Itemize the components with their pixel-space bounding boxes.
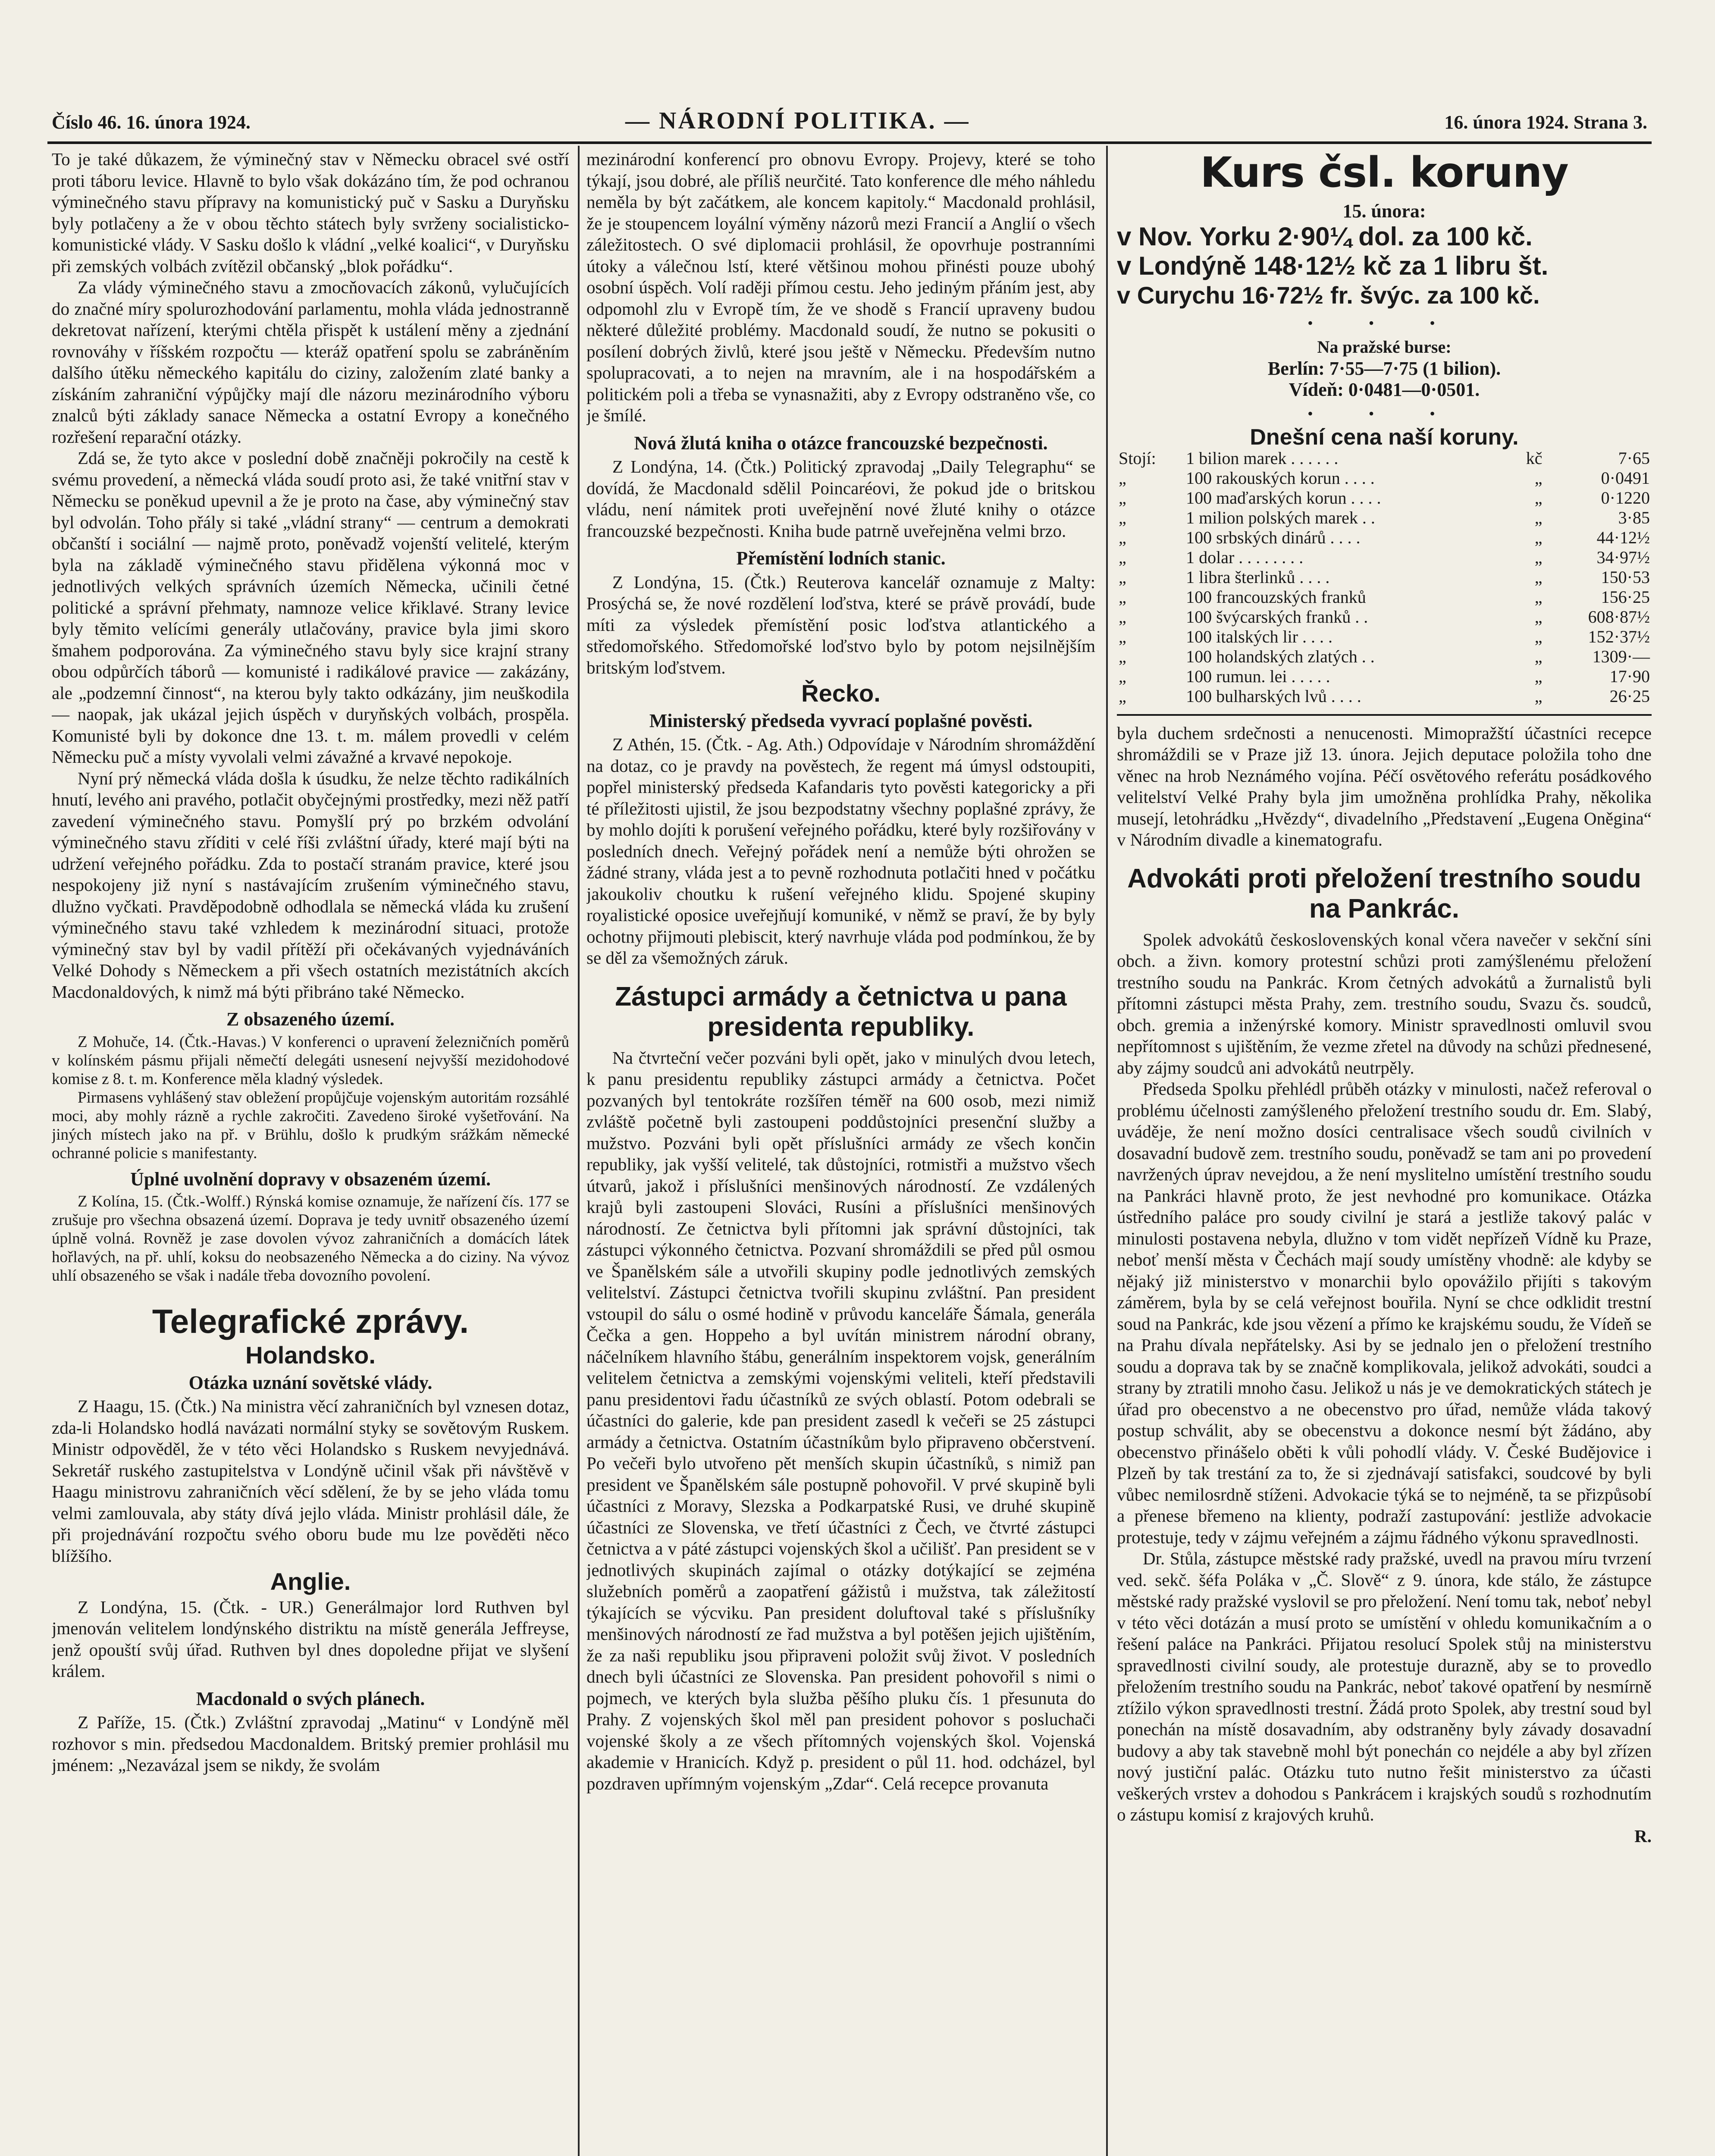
section-heading: Úplné uvolnění dopravy v obsazeném území.	[130, 1168, 491, 1190]
masthead: — NÁRODNÍ POLITIKA. —	[625, 107, 970, 134]
exchange-rate-date: 15. února:	[1342, 201, 1426, 222]
rate-row	[1117, 567, 1652, 587]
rate-prefix: „	[1119, 508, 1126, 527]
column-divider	[578, 146, 580, 2156]
rate-currency: 1 bilion marek . . . . . .	[1186, 448, 1339, 468]
rate-value: 3·85	[1618, 508, 1650, 527]
rate-currency: 1 libra šterlinků . . . .	[1186, 567, 1330, 587]
rate-row	[1117, 607, 1652, 627]
article-paragraph: Zdá se, že tyto akce v poslední době značněji pokročily na cestě k svému provedení, a německá vláda soudí proto asi, že také vnitřní stav v Německu se poněkud upevnil a že je proto na čase, aby výminečný stav byl odvolán. Toho přály si také „vládní strany“ — centrum a demokrati občanští i sociální — najmě proto, poněvadž vojenští velitelé, kterým byla na základě výminečného stavu přidělena výkonná moc v jednotlivých velkých správních územích Německa, učinili četné politické a správní přehmaty, namnoze velice křiklavé. Strany levice byly těmito velícími generály utlačovány, pravice byla jimi skoro šmahem podporována. Za výminečného stavu byly sice krajní strany obou odpůrčích táborů — komunisté i radikálové pravice — zakázány, ale „podzemní činnost“, na kterou byly takto odkázány, jim neuškodila — naopak, jak ukázal jejich úspěch v duryňských volbách, prospěla. Komunisté byli by dokonce dne 13. t. m. málem provedli v celém Německu puč a místy vyvolali velmi závažné a krvavé nepokoje.	[52, 448, 569, 767]
article-title: Zástupci armády a četnictva u pana presidenta republiky.	[615, 981, 1067, 1042]
news-item: Z Paříže, 15. (Čtk.) Zvláštní zpravodaj „Matinu“ v Londýně měl rozhovor s min. předsedou Macdonaldem. Britský premier prohlásil mu jménem: „Nezavázal jsem se nikdy, že svolám	[52, 1712, 569, 1775]
news-item: Z Londýna, 15. (Čtk.) Reuterova kancelář oznamuje z Malty: Prosýchá se, že nové rozdělení loďstva, které se právě provádí, bude míti za výsledek přemístění posic loďstva atlantického a středomořského. Středomořské loďstvo bylo by potom nejsilnějším britským loďstvem.	[586, 572, 1095, 677]
rate-row	[1117, 548, 1652, 567]
rate-currency: 100 maďarských korun . . . .	[1186, 488, 1381, 508]
rate-prefix: „	[1119, 587, 1126, 607]
article-paragraph: Dr. Stůla, zástupce městské rady pražské, uvedl na pravou míru tvrzení ved. sekč. šéfa Poláka v „Č. Slově“ z 9. února, kde stálo, že zástupce městské rady pražské vyslovil se pro přeložení. Není tomu tak, neboť nebyl v této věci dotázán a musí proto se umístění v ohledu komunikačním a o řešení paláce na Pankráci. Přijatou resolucí Spolek stůj na ministerstvu spravedlnosti civilní soudy, ale protestuje durazně, aby se to provedlo přeložením trestního soudu na Pankrác, neboť takové opatření by nesmírně ztížilo výkon spravedlnosti trestní. Žádá proto Spolek, aby trestní soud byl ponechán na místě dosavadním, aby odstraněny byly závady dosavadní budovy a aby tak stavebně mohl být ponechán co nejdéle a aby byl zřízen nový justiční palác. Otázku tuto nutno řešit ministerstvo za účasti veškerých vrstev a dohodou s Pankrácem i krajských soudů s rozhodnutím o zástupu komisí z krajových kruhů.	[1117, 1548, 1652, 1824]
rate-new-york: v Nov. Yorku 2·90¼ dol. za 100 kč.	[1117, 222, 1533, 251]
rate-value: 7·65	[1618, 448, 1650, 468]
article-paragraph: mezinárodní konferencí pro obnovu Evropy. Projevy, které se toho týkají, jsou dobré, ale příliš neurčité. Tato konference dle mého náhledu neměla by být začátkem, ale koncem kapitoly.“ Macdonald prohlásil, že je stoupencem loyální výměny názorů mezi Francií a Anglií o všech záležitostech. O své diplomacii prohlásil, že opovrhuje postranními útoky a válečnou lstí, které většinou mohou přinésti pouze ubohý osobní úspěch. Volí raději přímou cestu. Jeho jediným přáním jest, aby odpomohl zlu v Evropě tím, že ve shodě s Francií upraveny budou některé důležité problémy. Macdonald soudí, že nutno se pokusiti o posílení dobrých živlů, které jsou ještě v Německu. Především nutno spolupracovati, a to nejen na mravním, ale i na hospodářském a politickém poli a třeba se vynasnažiti, aby z Evropy odstraněno vše, co je šmílé.	[586, 149, 1095, 425]
page-header	[52, 107, 1647, 141]
news-item: Z Kolína, 15. (Čtk.-Wolff.) Rýnská komise oznamuje, že nařízení čís. 177 se zrušuje pro všechna obsazená území. Doprava je tedy uvnitř obsazeného území úplně volná. Rovněž je zase dovolen vývoz zahraničních a domácích látek hořlavých, na př. uhlí, koksu do neobsazeného Německa a do ciziny. Na vývoz uhlí obsazeného se však i nadále třeba dovozního povolení.	[52, 1193, 569, 1285]
rate-row	[1117, 528, 1652, 548]
rate-unit: kč	[1526, 448, 1543, 468]
news-item: Z Londýna, 15. (Čtk. - UR.) Generálmajor lord Ruthven byl jmenován velitelem londýnského distriktu na místě generála Jeffreyse, jenž opouští svůj úřad. Ruthven byl dnes dopoledne přijat ve slyšení králem.	[52, 1597, 569, 1681]
country-heading: Holandsko.	[245, 1341, 376, 1369]
separator-dots: • • •	[1307, 404, 1461, 422]
date-page-info: 16. února 1924. Strana 3.	[1444, 112, 1647, 133]
rate-currency: 100 rumun. lei . . . . .	[1186, 666, 1330, 686]
article-paragraph: byla duchem srdečnosti a nenucenosti. Mimopražští účastníci recepce shromáždili se v Praze již 13. února. Jejich deputace položila toho dne věnec na hrob Neznámého vojína. Péčí osvětového referátu posádkového velitelství Velké Prahy byla jim umožněna prohlídka Prahy, několika musejí, letohrádku „Hvězdy“, divadelního „Představení „Eugena Oněgina“ v Národním divadle a kinematografu.	[1117, 723, 1652, 849]
rate-currency: 1 milion polských marek . .	[1186, 508, 1375, 527]
rate-currency: 1 dolar . . . . . . . .	[1186, 547, 1304, 567]
news-item: Z Haagu, 15. (Čtk.) Na ministra věcí zahraničních byl vznesen dotaz, zda-li Holandsko hodlá navázati normální styky se sovětovým Ruskem. Ministr odpověděl, že v této věci Holandsko s Ruskem nevyjednává. Sekretář ruského zastupitelstva v Londýně učinil však při návštěvě v Haagu ministrovu zahraničních věcí sdělení, že by se jeho vláda tomu velmi zamlouvala, aby státy dívá jejlo vláda. Ministr prohlásil dále, že při projednávání rozpočtu svého oboru bude mu lze pověděti něco blížšího.	[52, 1396, 569, 1566]
exchange-rate-title: Kurs čsl. koruny	[1200, 149, 1568, 197]
news-item: Pirmasens vyhlášený stav obležení propůjčuje vojenským autoritám rozsáhlé moci, aby mohly rázně a rychle zakročiti. Zavedeno široké vyšetřování. Na jiných místech jako na př. v Brühlu, došlo k prudkým srážkám německé ochranné policie s manifestanty.	[52, 1088, 569, 1162]
rate-berlin: Berlín: 7·55—7·75 (1 bilion).	[1267, 357, 1501, 379]
rate-currency: 100 švýcarských franků . .	[1186, 607, 1368, 627]
rate-currency: 100 rakouských korun . . . .	[1186, 468, 1375, 488]
rate-value: 34·97½	[1596, 547, 1650, 567]
section-title: Telegrafické zprávy.	[152, 1302, 469, 1340]
rate-unit: „	[1534, 468, 1543, 488]
news-heading: Macdonald o svých plánech.	[196, 1688, 425, 1709]
rate-prefix: „	[1119, 646, 1126, 666]
rate-unit: „	[1534, 508, 1543, 527]
rate-prefix: „	[1119, 686, 1126, 706]
column-3	[1117, 149, 1652, 2156]
article-paragraph: Spolek advokátů československých konal včera navečer v sekční síni obch. a živn. komory protestní schůzi proti zamýšlenému přeložení trestního soudu na Pankrác. Krom četných advokátů a žurnalistů byli přítomni zástupci města Prahy, zem. trestního soudu, Svazu čs. soudců, obch. gremia a inženýrské komory. Ministr spravedlnosti omluvil svou nepřítomnost s ujištěním, že vezme zřetel na důvody na schůzi přednesené, aby zájmy soudců ani advokátů neutrpěly.	[1117, 929, 1652, 1078]
rate-row	[1117, 448, 1652, 468]
rate-row	[1117, 488, 1652, 508]
article-paragraph: Na čtvrteční večer pozváni byli opět, jako v minulých dvou letech, k panu presidentu republiky zástupci armády a četnictva. Počet pozvaných byl tentokráte rozšířen téměř na 600 osob, mezi nimiž zvláště početně byli zastoupeni poddůstojníci presenční služby a mužstvo. Pozváni byli opět příslušníci armády ze všech končin republiky, jak vyšší velitelé, tak důstojníci, rotmistři a mužstvo všech útvarů, jakož i příslušníci menšinových národností. Ze vzdálených krajů byli zastoupeni Slováci, Rusíni a příslušníci menšinových národností. Ze četnictva byli přítomni jak správní důstojníci, tak zástupci výkonného četnictva. Pozvaní shromáždili se před půl osmou ve Španělském sále a utvořili skupiny podle jednotlivých zemských velitelství. Zástupci četnictva tvořili skupinu zvláštní. Pan president vstoupil do sálu o osmé hodině v průvodu kanceláře Šámala, generála Čečka a gen. Hoppeho a byl uvítán ministrem národní obrany, náčelníkem hlavního štábu, generálním inspektorem vojsk, generálním velitelem četnictva a zemskými vojenskými veliteli, kteří představili panu presidentovi řadu účastníků ze svých oblastí. Potom odebrali se účastníci do galerie, kde pan president zasedl k večeři se 25 zástupci armády a četnictva. Ostatním účastníkům bylo připraveno občerstvení. Po večeři bylo utvořeno pět menších skupin účastníků, s nimiž pan president ve Španělském sále postupně pohovořil. V prvé skupině byli účastníci z Moravy, Slezska a Podkarpatské Rusi, ve druhé skupině účastníci ze Slovenska, ve třetí účastníci z Čech, ve čtvrté zástupci četnictva a v páté zástupci vojenských škol a učilišť. Pan president se v jednotlivých skupinách zajímal o otázky dotýkající se zejména služebních poměrů a zaopatření gážistů i mužstva, tak záležitostí týkajících se výcviku. Pan president doluftoval také s příslušníky menšinových národností ze řad mužstva a byl potěšen jejich ujištěním, že za naši republiku jsou připraveni položit svůj život. V posledních dnech byli účastníci ze Slovenska. Pan president pohovořil s nimi o pojmech, ve kterých byla služba pěšího pluku čís. 1 přesunuta do Prahy. Z vojenských škol měl pan president pohovor s posluchači vojenské školy a ze všech přítomných vojenských škol. Vojenská akademie v Hranicích. Když p. president o půl 11. hod. odcházel, byl pozdraven upřímným vojenským „Zdar“. Celá recepce provanuta	[586, 1047, 1095, 1793]
rate-prefix: „	[1119, 488, 1126, 508]
rate-row	[1117, 587, 1652, 607]
rate-value: 0·0491	[1601, 468, 1650, 488]
rate-prefix: „	[1119, 547, 1126, 567]
separator-dots: • • •	[1307, 314, 1461, 332]
rate-unit: „	[1534, 587, 1543, 607]
rate-prefix: „	[1119, 666, 1126, 686]
news-item: Z Mohuče, 14. (Čtk.-Havas.) V konferenci o upravení železničních poměrů v kolínském pásmu přijali němečtí delegáti usnesení nejvyšší mezidohodové komise z 8. t. m. Konference měla kladný výsledek.	[52, 1033, 569, 1088]
article-paragraph: Předseda Spolku přehlédl průběh otázky v minulosti, načež referoval o problému účelnosti zamýšleného přeložení trestního soudu dr. Em. Slabý, uváděje, že není možno dosíci centralisace všech soudů civilních v dosavadní budově zem. trestního soudu, poněvadž se tam ani po provedení navržených úprav nevejdou, a že není myslitelno umístění trestního soudu na Pankráci hlavně proto, že jest nevhodné pro komunikace. Otázka ústředního paláce pro soudy civilní je stará a jestliže takový palác v minulosti postavena nebyla, dlužno v tom vidět nepřízeň Vídně ku Praze, neboť menší města v Čechách mají soudy umístěny vhodně: ale kdyby se nějaký již ministerstvo v monarchii bylo opovážilo přijíti s takovým záměrem, byla by se celá veřejnost bouřila. Nyní se chce odklidit trestní soud na Pankrác, kde jsou vězení a přímo ke krajskému soudu, že Vídeň se na Prahu dívala nepřátelsky. Asi by se jednalo jen o přeložení trestního soudu a doprava tak by se značně komplikovala, jelikož advokáti, soudci a strany by ztratili mnoho času. Jelikož u nás je ve demokratických státech je úřad pro obecenstvo a ne obecenstvo pro úřad, nemůže vláda takový postup schválit, aby se obecenstvu a dokonce nesmí být žádáno, aby obecenstvo přinášelo oběti k vůli pohodlí vlády. V. České Budějovice i Plzeň by tak trestání za to, že si zjednávají satisfakci, soudcové by byli vůbec nemilosrdně stíženi. Advokacie týká se to nejméně, ta se přizpůsobí a přenese břemeno na klienty, podraží zastupování: jestliže advokacie protestuje, tedy v zájmu veřejném a zájmu řádného výkonu spravedlnosti.	[1117, 1079, 1652, 1547]
rate-prefix: „	[1119, 567, 1126, 587]
rate-value: 156·25	[1601, 587, 1650, 607]
rate-value: 44·12½	[1596, 527, 1650, 547]
rate-value: 0·1220	[1601, 488, 1650, 508]
rate-london: v Londýně 148·12½ kč za 1 libru št.	[1117, 251, 1549, 280]
rate-currency: 100 bulharských lvů . . . .	[1186, 686, 1361, 706]
rate-unit: „	[1534, 547, 1543, 567]
author-signature: R.	[1634, 1826, 1652, 1846]
rate-row	[1117, 468, 1652, 488]
rate-unit: „	[1534, 527, 1543, 547]
article-title: Advokáti proti přeložení trestního soudu na Pankrác.	[1127, 863, 1641, 924]
rate-unit: „	[1534, 686, 1543, 706]
crown-rates-table	[1117, 448, 1652, 706]
rate-prefix: „	[1119, 627, 1126, 646]
news-item: Z Athén, 15. (Čtk. - Ag. Ath.) Odpovídaje v Národním shromáždění na dotaz, co je pravdy na pověstech, že regent má úmysl odstoupiti, popřel ministerský předseda Kafandaris tyto pověsti kategoricky a při té příležitosti ujistil, že jsou bezpodstatny všechny poplašné zprávy, že by mohlo dojíti k porušení veřejného pořádku, které byly rozšiřovány v posledních dnech. Veřejný pořádek není a nemůže býti ohrožen se žádné strany, vláda jest a to pevně rozhodnuta potlačiti hned v počátku jakoukoliv choutku k rušení veřejného klidu. Spojené skupiny royalistické oposice uveřejňují komuniké, v němž se praví, že by byly ochotny přijmouti plebiscit, který navrhuje vláda pod podmínkou, že by se děl za všemožných záruk.	[586, 734, 1095, 968]
article-paragraph: Za vlády výminečného stavu a zmocňovacích zákonů, vylučujících do značné míry spolurozhodování parlamentu, mohla vláda jednostranně dekretovat nařízení, kterými chtěla přispět k ustálení měny a zjednání rovnováhy v říšském rozpočtu — kteráž opatření spolu se zabráněním dalšího útěku německého kapitálu do ciziny, založením zlaté banky a získáním zahraniční výpůjčky mají dle názoru mezinárodního výboru znalců býti základy sanace Německa a ostatní Evropy a konečného rozřešení reparační otázky.	[52, 277, 569, 447]
issue-info: Číslo 46. 16. února 1924.	[52, 112, 251, 133]
crown-price-title: Dnešní cena naší koruny.	[1250, 425, 1519, 450]
burse-heading: Na pražské burse:	[1317, 337, 1452, 357]
rate-prefix: „	[1119, 468, 1126, 488]
rate-currency: 100 francouzských franků	[1186, 587, 1366, 607]
rate-unit: „	[1534, 666, 1543, 686]
rate-value: 17·90	[1609, 666, 1650, 686]
rate-unit: „	[1534, 488, 1543, 508]
box-rule	[1117, 714, 1652, 718]
header-rule	[47, 141, 1652, 144]
news-heading: Nová žlutá kniha o otázce francouzské bezpečnosti.	[634, 432, 1048, 454]
rate-unit: „	[1534, 607, 1543, 627]
rate-currency: 100 holandských zlatých . .	[1186, 646, 1375, 666]
country-heading: Řecko.	[801, 680, 881, 707]
rate-value: 26·25	[1609, 686, 1650, 706]
rate-row	[1117, 686, 1652, 706]
column-2	[586, 149, 1095, 2156]
news-heading: Přemístění lodních stanic.	[736, 548, 946, 569]
rate-value: 152·37½	[1588, 627, 1650, 646]
rate-prefix: „	[1119, 607, 1126, 627]
news-heading: Ministerský předseda vyvrací poplašné pověsti.	[649, 710, 1033, 731]
rate-row	[1117, 508, 1652, 528]
rate-value: 1309·—	[1592, 646, 1650, 666]
rate-value: 150·53	[1601, 567, 1650, 587]
section-heading: Z obsazeného území.	[226, 1009, 395, 1030]
rate-zurich: v Curychu 16·72½ fr. švýc. za 100 kč.	[1117, 281, 1540, 309]
country-heading: Anglie.	[270, 1568, 351, 1595]
rate-row	[1117, 627, 1652, 647]
news-heading: Otázka uznání sovětské vlády.	[188, 1372, 433, 1393]
rate-currency: 100 italských lir . . . .	[1186, 627, 1333, 646]
rate-row	[1117, 647, 1652, 667]
rate-currency: 100 srbských dinárů . . . .	[1186, 527, 1361, 547]
rate-row	[1117, 667, 1652, 686]
column-1	[52, 149, 569, 2156]
rate-prefix: „	[1119, 527, 1126, 547]
article-paragraph: Nyní prý německá vláda došla k úsudku, že nelze těchto radikálních hnutí, levého ani pravého, potlačit obyčejnými prostředky, mezi něž patří zavedení výminečného stavu. Pomyšlí prý po brzkém odvolání výminečného stavu zříditi v celé říši zvláštní úřady, které mají býti na udržení veřejného pořádku. Zda to postačí stranám pravice, které jsou nespokojeny již nyní s nastávajícím zrušením výminečného stavu, dlužno vyčkati. Pravděpodobně odhodlala se německá vláda ku zrušení výminečného stavu také vzhledem k mezinárodní situaci, protože výminečný stav byl by vadil přítěží při očekávaných vyjednáváních Velké Dohody s Německem a při všech ostatních mezistátních akcích Macdonaldových, k nimž má býti přibráno také Německo.	[52, 768, 569, 1002]
article-paragraph: To je také důkazem, že výminečný stav v Německu obracel své ostří proti táboru levice. Hlavně to bylo však dokázáno tím, že pod ochranou výminečného stavu přípravy na komunistický puč v Sasku a Duryňsku byly potlačeny a že v obou těchto státech byly svrženy socialisticko-komunistické vlády. V Sasku došlo k vládní „velké koalici“, v Duryňsku při zemských volbách zvítězil občanský „blok pořádku“.	[52, 149, 569, 276]
column-divider	[1106, 146, 1108, 2156]
rate-value: 608·87½	[1588, 607, 1650, 627]
rate-vienna: Vídeň: 0·0481—0·0501.	[1289, 379, 1480, 400]
rate-unit: „	[1534, 627, 1543, 646]
rate-unit: „	[1534, 567, 1543, 587]
rate-prefix: Stojí:	[1119, 448, 1156, 468]
rate-unit: „	[1534, 646, 1543, 666]
news-item: Z Londýna, 14. (Čtk.) Politický zpravodaj „Daily Telegraphu“ se dovídá, že Macdonald sdělil Poincaréovi, že pokud jde o britskou vládu, není námitek proti uveřejnění nové žluté knihy o otázce francouzské bezpečnosti. Kniha bude patrně uveřejněna velmi brzo.	[586, 457, 1095, 541]
